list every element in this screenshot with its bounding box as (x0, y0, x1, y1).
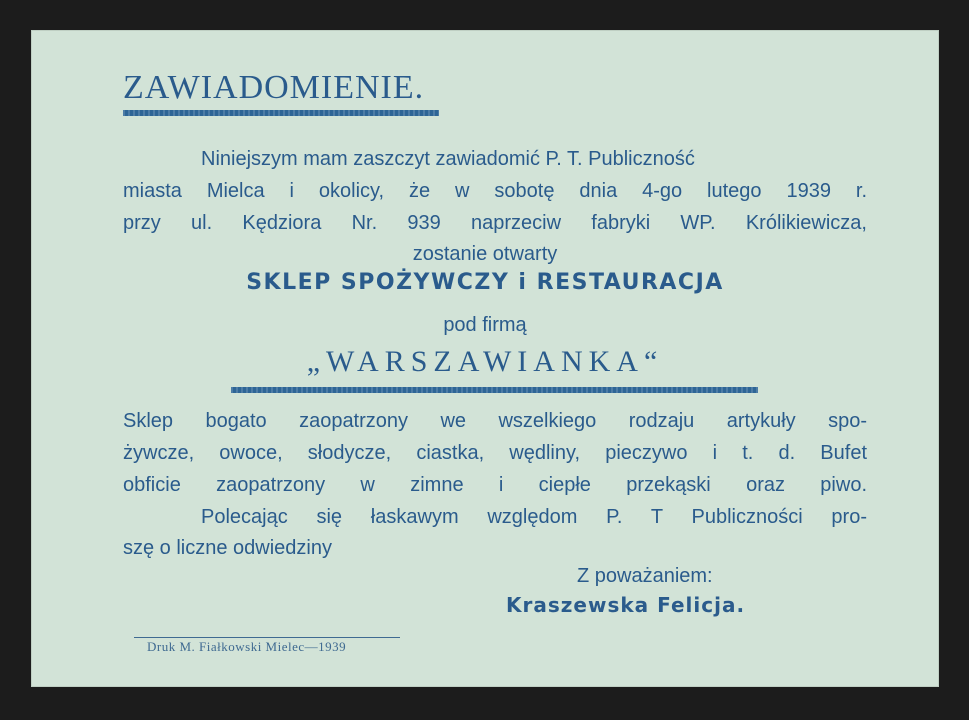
notice-paper (31, 30, 939, 687)
body-line-2: żywcze, owoce, słodycze, ciastka, wędliny, pieczywo i t. d. Bufet (123, 442, 867, 464)
intro-line-1: Niniejszym mam zaszczyt zawiadomić P. T. Publiczność (201, 148, 695, 170)
intro-line-3: przy ul. Kędziora Nr. 939 naprzeciw fabryki WP. Królikiewicza, (123, 212, 867, 234)
printer-imprint: Druk M. Fiałkowski Mielec—1939 (147, 639, 347, 654)
body-line-1: Sklep bogato zaopatrzony we wszelkiego rodzaju artykuły spo- (123, 410, 867, 432)
body-line-4: Polecając się łaskawym względom P. T Publiczności pro- (201, 506, 867, 528)
notice-title: ZAWIADOMIENIE. (123, 69, 425, 106)
intro-line-4: zostanie otwarty (412, 243, 558, 265)
closing-salutation: Z poważaniem: (577, 565, 713, 587)
body-line-3: obficie zaopatrzony w zimne i ciepłe przekąski oraz piwo. (123, 474, 867, 496)
firm-name: „WARSZAWIANKA“ (306, 345, 664, 378)
shop-type-heading: SKLEP SPOŻYWCZY i RESTAURACJA (246, 270, 724, 295)
firm-label: pod firmą (443, 314, 527, 336)
firm-name-underline (231, 387, 758, 393)
signature: Kraszewska Felicja. (506, 593, 746, 617)
title-underline (123, 110, 439, 116)
intro-line-2: miasta Mielca i okolicy, że w sobotę dnia 4-go lutego 1939 r. (123, 180, 867, 202)
printer-divider (134, 637, 400, 638)
body-line-5: szę o liczne odwiedziny (123, 537, 332, 559)
